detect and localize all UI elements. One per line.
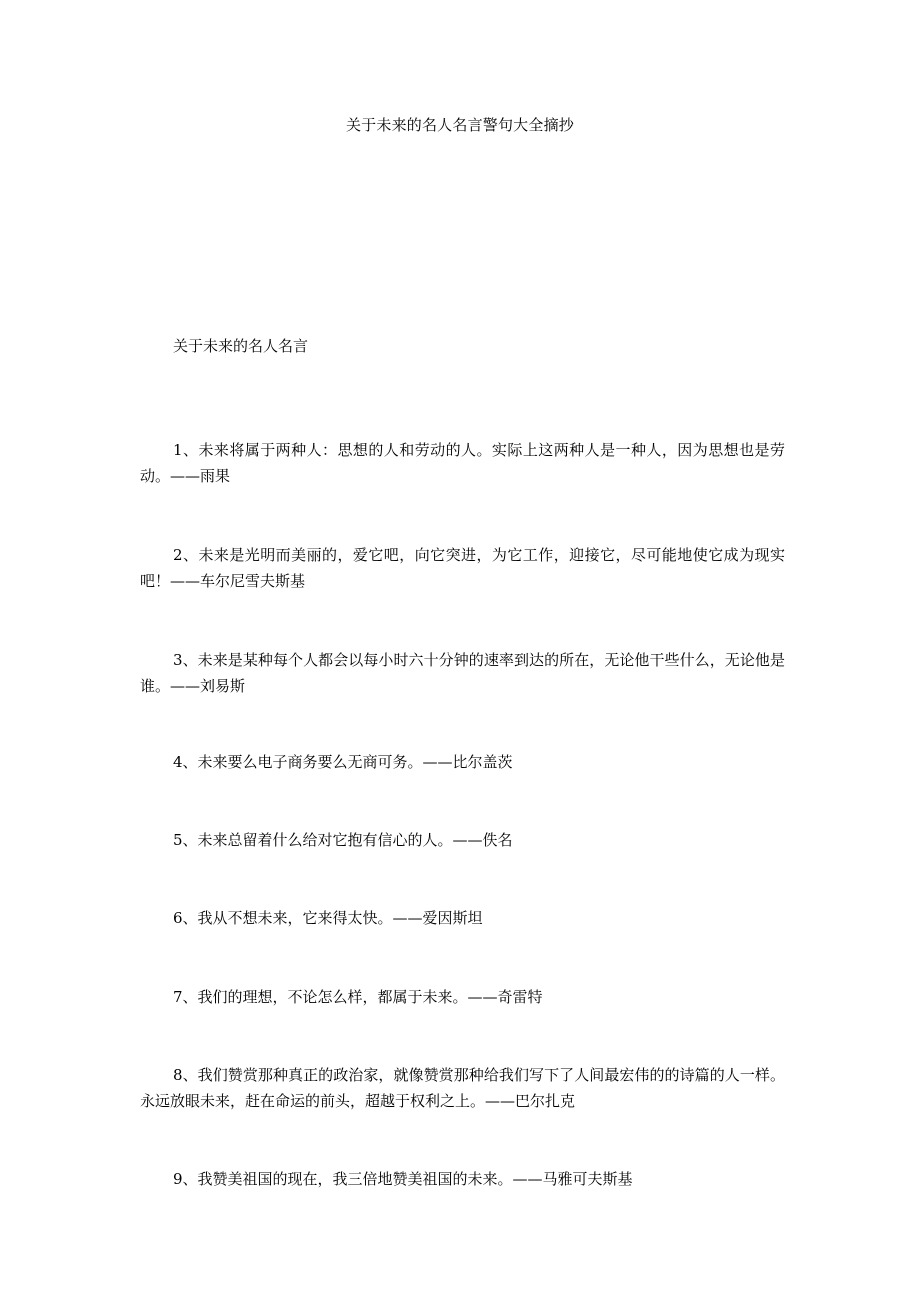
quote-item: 2、未来是光明而美丽的，爱它吧，向它突进，为它工作，迎接它，尽可能地使它成为现实吧！——车尔尼雪夫斯基 — [140, 546, 785, 590]
quote-item: 6、我从不想未来，它来得太快。——爱因斯坦 — [173, 909, 483, 927]
document-title: 关于未来的名人名言警句大全摘抄 — [345, 116, 574, 134]
quote-item: 8、我们赞赏那种真正的政治家，就像赞赏那种给我们写下了人间最宏伟的的诗篇的人一样。永远放眼未来，赶在命运的前头，超越于权利之上。——巴尔扎克 — [140, 1066, 785, 1110]
quote-item: 9、我赞美祖国的现在，我三倍地赞美祖国的未来。——马雅可夫斯基 — [173, 1170, 633, 1188]
quote-item: 4、未来要么电子商务要么无商可务。——比尔盖茨 — [173, 753, 513, 771]
quote-item: 1、未来将属于两种人：思想的人和劳动的人。实际上这两种人是一种人，因为思想也是劳动。——雨果 — [140, 441, 785, 485]
section-heading: 关于未来的名人名言 — [173, 337, 309, 355]
quote-item: 7、我们的理想，不论怎么样，都属于未来。——奇雷特 — [173, 988, 543, 1006]
quote-item: 5、未来总留着什么给对它抱有信心的人。——佚名 — [173, 831, 513, 849]
quote-item: 3、未来是某种每个人都会以每小时六十分钟的速率到达的所在，无论他干些什么，无论他是谁。——刘易斯 — [140, 651, 785, 695]
